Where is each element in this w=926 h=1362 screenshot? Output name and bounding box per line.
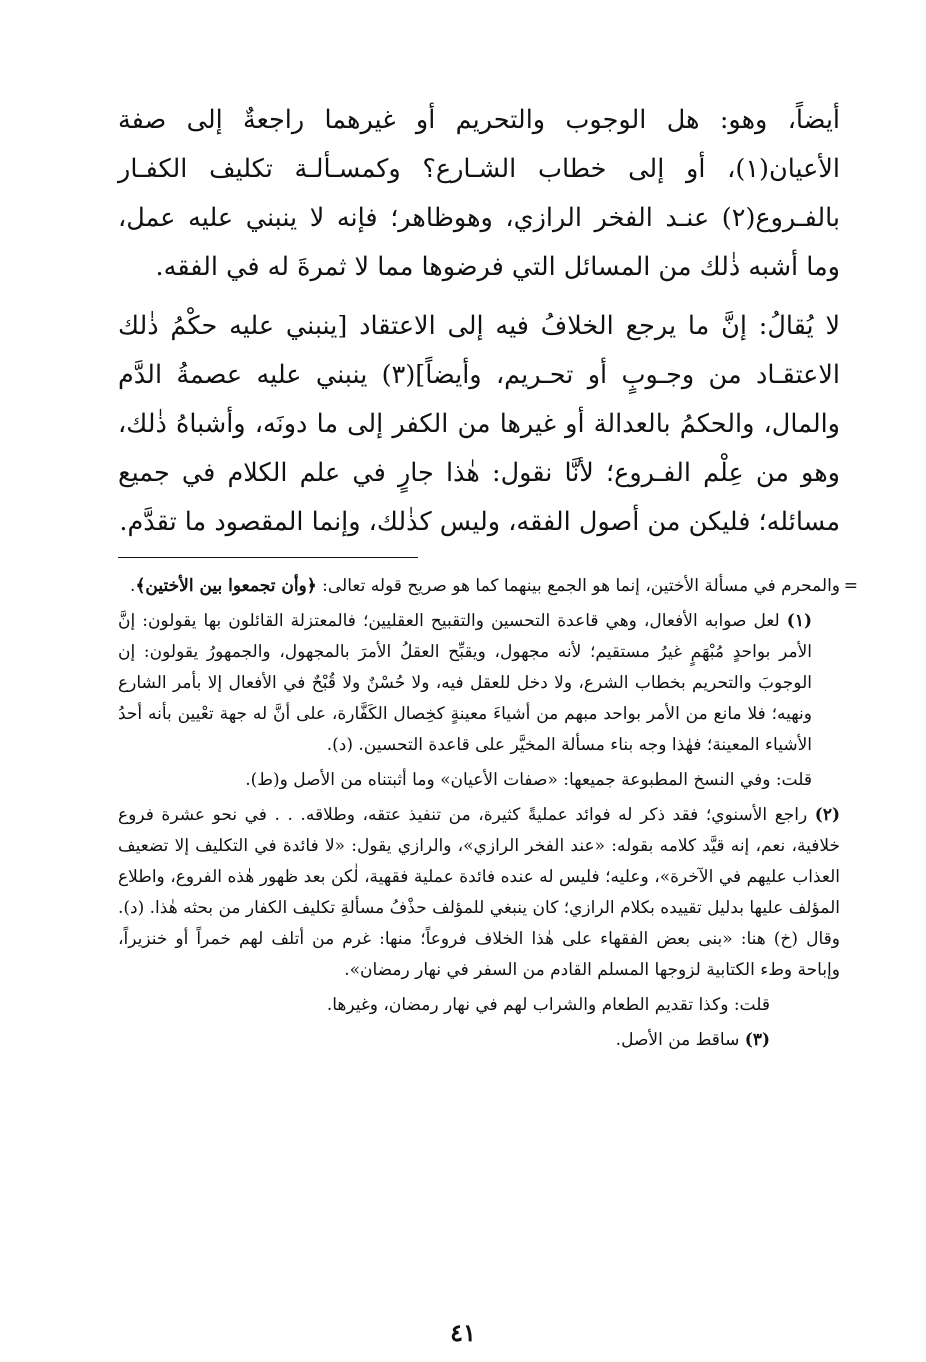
main-paragraph-2: لا يُقالُ: إنَّ ما يرجع الخلافُ فيه إلى الاعتقاد [ينبني عليه حكْمُ ذٰلك الاعتقـاد من وجـوبٍ أو تحـريم، وأيضاً](٣) ينبني عليه عصمةُ الدَّم والمال، والحكمُ بالعدالة أو غيرها من الكفر إلى ما دونَه، وأشباهُ ذٰلك، وهو من عِلْم الفـروع؛ لأنَّا نقول: هٰذا جارٍ في علم الكلام في جميع مسائله؛ فليكن من أصول الفقه، وليس كذٰلك، وإنما المقصود ما تقدَّم.: [118, 311, 840, 537]
footnote-2: [118, 800, 840, 986]
quran-quote: ﴿وأن تجمعوا بين الأختين﴾: [135, 576, 317, 596]
footnote-1: [118, 606, 840, 761]
footnote-1-note: قلت: وفي النسخ المطبوعة جميعها: «صفات الأعيان» وما أثبتناه من الأصل و(ط).: [245, 770, 812, 790]
book-page: [118, 96, 858, 1060]
footnote-2-text: راجع الأسنوي؛ فقد ذكر له فوائد عمليةً كثيرة، من تنفيذ عتقه، وطلاقه. . . في نحو عشرة فروع خلافية، نعم، إنه قيَّد كلامه بقوله: «عند الفخر الرازي»، والرازي يقول: «لا فائدة في التكليف إلا تضعيف العذاب عليهم في الآخرة»، وعليه؛ فليس له عنده فائدة عملية فقهية، لٰكن بعد ظهور هٰذه الفروع، واطلاع المؤلف عليها بدليل تقييده بكلام الرازي؛ كان ينبغي للمؤلف حذْفُ مسألةِ تكليف الكفار من بحثه هٰذا. (د). وقال (خ) هنا: «بنى بعض الفقهاء على هٰذا الخلاف فروعاً؛ منها: غرم من أتلف لهم خمراً أو خنزيراً، وإباحة وطء الكتابية لزوجها المسلم القادم من السفر في نهار رمضان».: [118, 805, 840, 980]
footnote-1-text: لعل صوابه الأفعال، وهي قاعدة التحسين والتقبيح العقليين؛ فالمعتزلة القائلون بها يقولون: إنَّ الأمر بواحدٍ مُبْهَمٍ غيرُ مستقيم؛ لأنه مجهول، ويقبِّح العقلُ الأمرَ بالمجهول، والجمهورُ يقولون: إن الوجوبَ والتحريم بخطاب الشرع، ولا دخل للعقل فيه، ولا حُسْنٌ ولا قُبْحٌ في الأفعال إلا بأمر الشارع ونهيه؛ فلا مانع من الأمر بواحد مبهم من أشياءَ معينةٍ كخِصال الكَفَّارة، على أنَّ له جهة تعْيين بأنه أحدُ الأشياء المعينة؛ فهٰذا وجه بناء مسألة المخيَّر على قاعدة التحسين. (د).: [118, 611, 812, 755]
footnote-3-text: ساقط من الأصل.: [615, 1030, 740, 1050]
page-number: ٤١: [450, 1318, 476, 1347]
footnote-1-label: (١): [786, 611, 812, 631]
footnote-separator: [118, 557, 840, 571]
footnote-continuation: [118, 571, 858, 602]
footnote-3-label: (٣): [744, 1030, 770, 1050]
footnote-2-label: (٢): [814, 805, 841, 825]
continuation-text: والمحرم في مسألة الأختين، إنما هو الجمع بينهما كما هو صريح قوله تعالى:: [316, 576, 840, 596]
main-paragraph-1: أيضاً، وهو: هل الوجوب والتحريم أو غيرهما راجعةٌ إلى صفة الأعيان(١)، أو إلى خطاب الشـارع؟ وكمسـألـة تكليف الكفـار بالفـروع(٢) عنـد الفخر الرازي، وهوظاهر؛ فإنه لا ينبني عليه عمل، وما أشبه ذٰلك من المسائل التي فرضوها مما لا ثمرةَ له في الفقه.: [118, 105, 840, 282]
separator-line: [118, 557, 418, 558]
footnote-2-note: قلت: وكذا تقديم الطعام والشراب لهم في نهار رمضان، وغيرها.: [326, 995, 770, 1015]
footnote-3: [118, 1025, 840, 1056]
continuation-end: .: [130, 576, 136, 596]
continuation-mark: =: [843, 576, 858, 596]
